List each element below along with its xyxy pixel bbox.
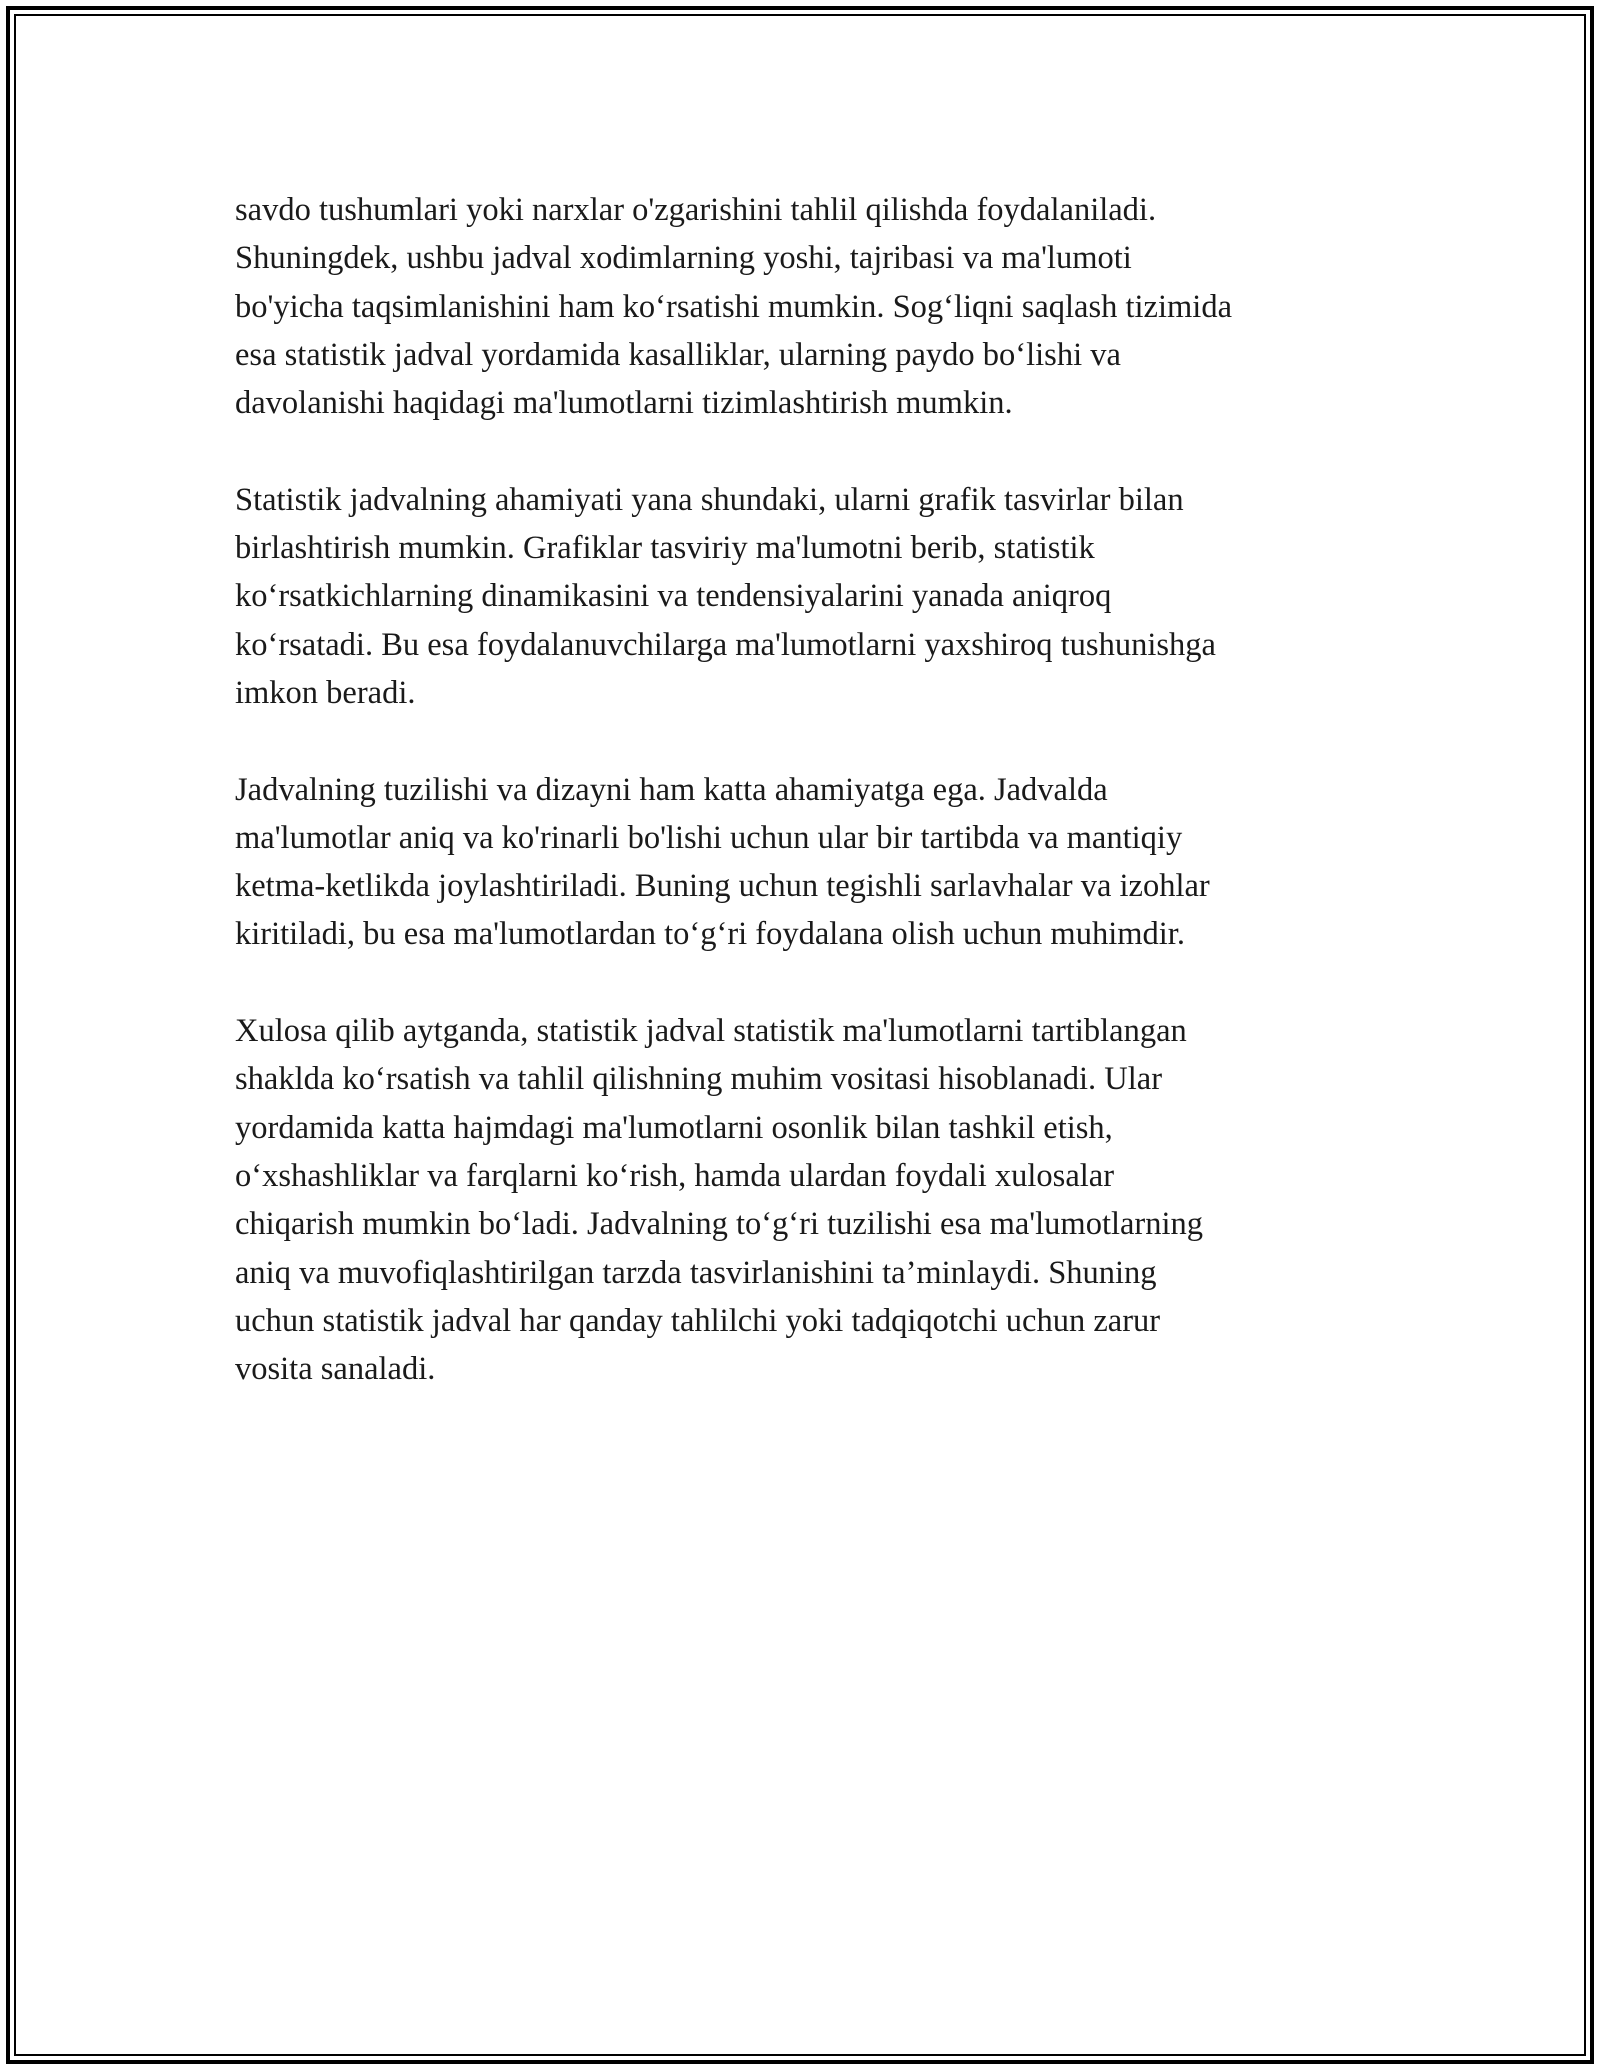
text-line: imkon beradi. bbox=[235, 674, 416, 711]
text-line: Jadvalning tuzilishi va dizayni ham katta ahamiyatga ega. Jadvalda bbox=[235, 771, 1108, 808]
paragraph-4 bbox=[235, 1007, 1380, 1393]
text-line: ketma-ketlikda joylashtiriladi. Buning uchun tegishli sarlavhalar va izohlar bbox=[235, 868, 1210, 905]
text-line: bo'yicha taqsimlanishini ham ko‘rsatishi mumkin. Sog‘liqni saqlash tizimida bbox=[235, 288, 1232, 325]
text-line: Xulosa qilib aytganda, statistik jadval statistik ma'lumotlarni tartiblangan bbox=[235, 1013, 1187, 1050]
text-line: o‘xshashliklar va farqlarni ko‘rish, hamda ulardan foydali xulosalar bbox=[235, 1157, 1115, 1194]
paragraph-1 bbox=[235, 186, 1380, 427]
paragraph-2 bbox=[235, 476, 1380, 717]
text-line: davolanishi haqidagi ma'lumotlarni tizimlashtirish mumkin. bbox=[235, 385, 1013, 422]
document-body bbox=[235, 186, 1380, 1442]
text-line: Shuningdek, ushbu jadval xodimlarning yoshi, tajribasi va ma'lumoti bbox=[235, 240, 1132, 277]
text-line: aniq va muvofiqlashtirilgan tarzda tasvirlanishini ta’minlaydi. Shuning bbox=[235, 1254, 1157, 1291]
text-line: chiqarish mumkin bo‘ladi. Jadvalning to‘g‘ri tuzilishi esa ma'lumotlarning bbox=[235, 1206, 1204, 1243]
text-line: ko‘rsatadi. Bu esa foydalanuvchilarga ma'lumotlarni yaxshiroq tushunishga bbox=[235, 626, 1216, 663]
text-line: ko‘rsatkichlarning dinamikasini va tendensiyalarini yanada aniqroq bbox=[235, 578, 1112, 615]
text-line: savdo tushumlari yoki narxlar o'zgarishini tahlil qilishda foydalaniladi. bbox=[235, 192, 1157, 228]
text-line: vosita sanaladi. bbox=[235, 1351, 436, 1388]
text-line: esa statistik jadval yordamida kasalliklar, ularning paydo bo‘lishi va bbox=[235, 336, 1121, 373]
text-line: Statistik jadvalning ahamiyati yana shundaki, ularni grafik tasvirlar bilan bbox=[235, 481, 1184, 518]
text-line: birlashtirish mumkin. Grafiklar tasviriy ma'lumotni berib, statistik bbox=[235, 530, 1095, 567]
text-line: yordamida katta hajmdagi ma'lumotlarni osonlik bilan tashkil etish, bbox=[235, 1109, 1113, 1146]
text-line: kiritiladi, bu esa ma'lumotlardan to‘g‘ri foydalana olish uchun muhimdir. bbox=[235, 916, 1185, 953]
paragraph-3 bbox=[235, 766, 1380, 959]
text-line: uchun statistik jadval har qanday tahlilchi yoki tadqiqotchi uchun zarur bbox=[235, 1302, 1161, 1339]
text-line: ma'lumotlar aniq va ko'rinarli bo'lishi uchun ular bir tartibda va mantiqiy bbox=[235, 819, 1183, 856]
text-line: shaklda ko‘rsatish va tahlil qilishning muhim vositasi hisoblanadi. Ular bbox=[235, 1061, 1163, 1098]
